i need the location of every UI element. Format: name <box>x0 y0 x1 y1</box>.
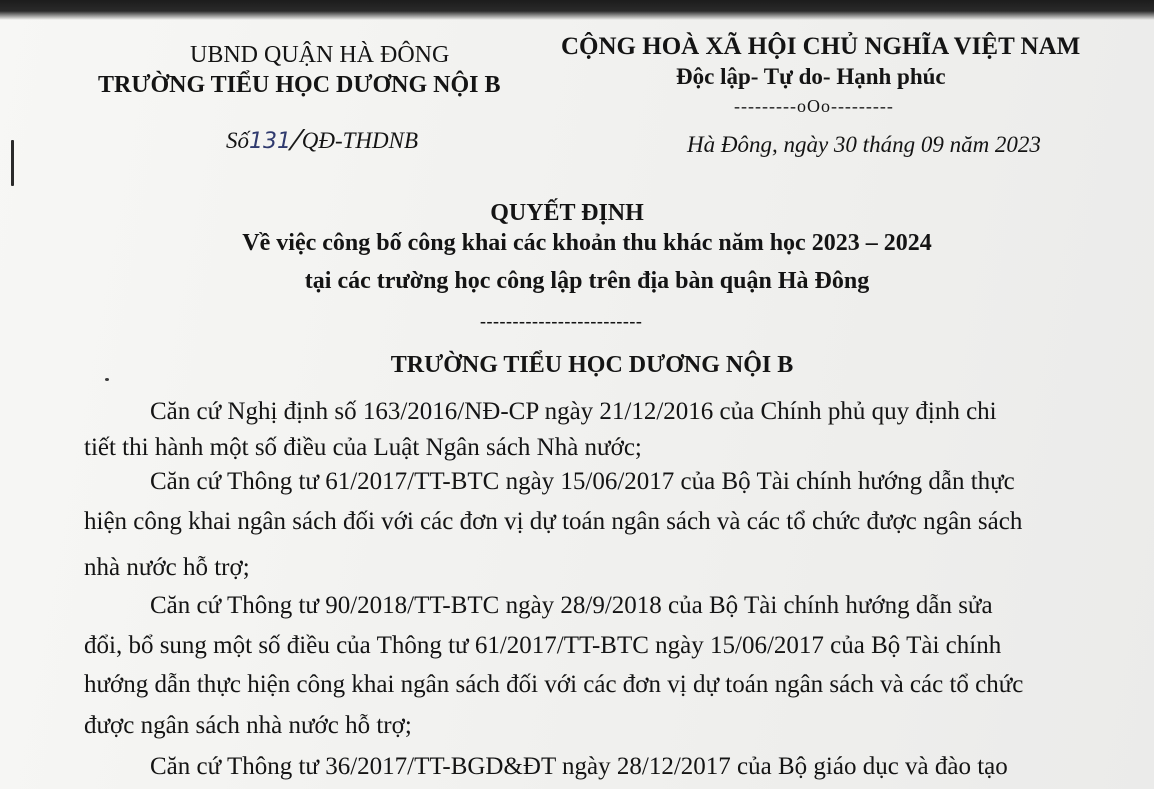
scan-top-edge <box>0 0 1154 20</box>
national-motto: Độc lập- Tự do- Hạnh phúc <box>676 64 946 89</box>
document-number-handwritten: 131 <box>249 129 291 154</box>
body-line: hướng dẫn thực hiện công khai ngân sách đối với các đơn vị dự toán ngân sách và các tổ chức <box>84 671 1024 698</box>
body-line: đổi, bổ sung một số điều của Thông tư 61/2017/TT-BTC ngày 15/06/2017 của Bộ Tài chính <box>84 632 1002 659</box>
document-number-slash: / <box>288 125 304 155</box>
school-name: TRƯỜNG TIỂU HỌC DƯƠNG NỘI B <box>98 72 501 98</box>
body-line: tiết thi hành một số điều của Luật Ngân sách Nhà nước; <box>84 434 642 461</box>
body-line: Căn cứ Nghị định số 163/2016/NĐ-CP ngày 21/12/2016 của Chính phủ quy định chi <box>150 398 997 425</box>
decision-subject-line-2: tại các trường học công lập trên địa bàn quận Hà Đông <box>304 268 870 294</box>
title-rule: ------------------------- <box>480 311 643 331</box>
document-number <box>226 125 418 155</box>
issuing-unit: TRƯỜNG TIỂU HỌC DƯƠNG NỘI B <box>390 352 794 378</box>
body-line: được ngân sách nhà nước hỗ trợ; <box>84 712 412 739</box>
document-number-prefix: Số <box>226 128 249 153</box>
body-line: hiện công khai ngân sách đối với các đơn vị dự toán ngân sách và các tổ chức được ngân sách <box>84 508 1023 535</box>
body-line: nhà nước hỗ trợ; <box>84 554 250 581</box>
motto-divider: ---------oOo--------- <box>734 96 894 116</box>
body-line: Căn cứ Thông tư 61/2017/TT-BTC ngày 15/06/2017 của Bộ Tài chính hướng dẫn thực <box>150 468 1015 495</box>
binding-mark <box>11 140 14 186</box>
place-and-date: Hà Đông, ngày 30 tháng 09 năm 2023 <box>687 132 1041 157</box>
body-line: Căn cứ Thông tư 90/2018/TT-BTC ngày 28/9/2018 của Bộ Tài chính hướng dẫn sửa <box>150 592 993 619</box>
authority-name: UBND QUẬN HÀ ĐÔNG <box>190 42 450 68</box>
body-line: Căn cứ Thông tư 36/2017/TT-BGD&ĐT ngày 28/12/2017 của Bộ giáo dục và đào tạo <box>150 753 1008 780</box>
document-number-suffix: QĐ-THDNB <box>301 128 419 153</box>
decision-heading: QUYẾT ĐỊNH <box>490 200 644 226</box>
nation-name: CỘNG HOÀ XÃ HỘI CHỦ NGHĨA VIỆT NAM <box>561 33 1081 60</box>
decision-subject-line-1: Về việc công bố công khai các khoản thu khác năm học 2023 – 2024 <box>242 230 932 256</box>
